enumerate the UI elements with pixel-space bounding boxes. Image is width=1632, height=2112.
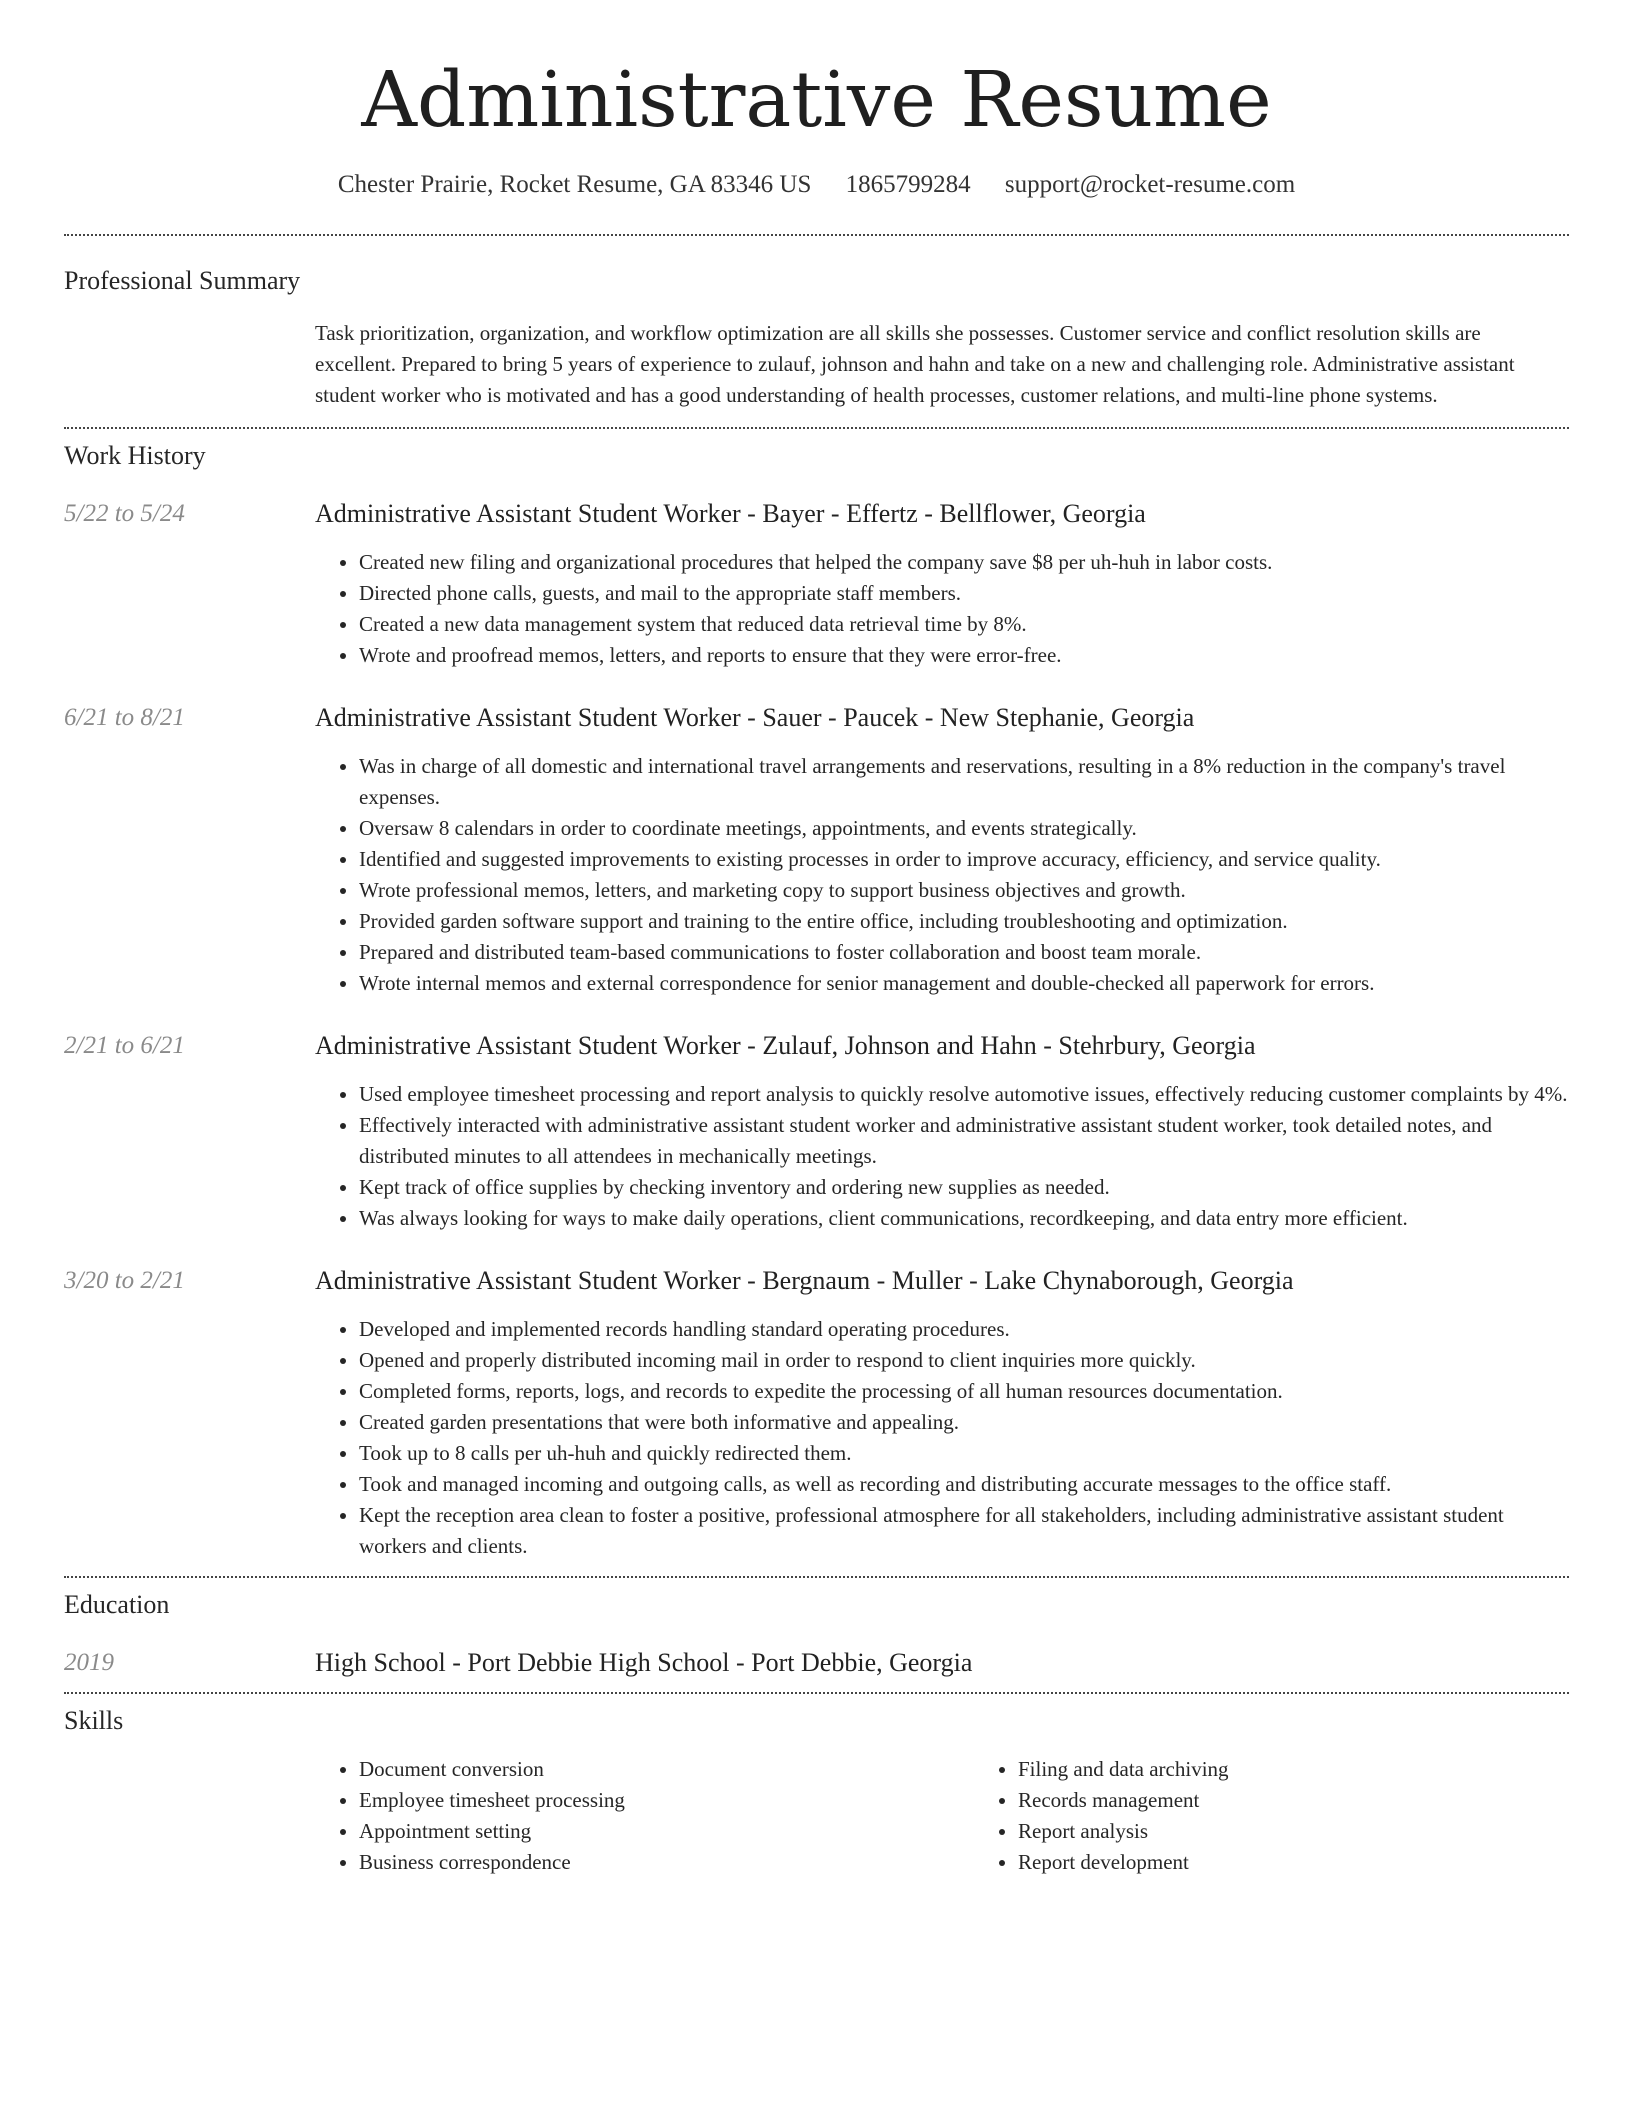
list-item: • Provided garden software support and training to the entire office, including troubleshooting and optimization. (359, 906, 1569, 937)
skill-item: • Report analysis (1018, 1816, 1632, 1847)
list-item: • Wrote and proofread memos, letters, and reports to ensure that they were error-free. (359, 640, 1569, 671)
summary-text: Task prioritization, organization, and workflow optimization are all skills she possesses. Customer service and conflict resolution skills are excellent. Prepared to bring 5 years of experience to zulauf, johnson and hahn and take on a new and challenging role. Administrative assistant student worker who is motivated and has a good understanding of health processes, customer relations, and multi-line phone systems. (315, 321, 1515, 407)
job-dates: 6/21 to 8/21 (64, 704, 185, 731)
skills-list-left (315, 1754, 974, 1878)
job-entry (64, 1266, 1569, 1562)
skill-item: • Employee timesheet processing (359, 1785, 974, 1816)
job-entry (64, 499, 1569, 671)
list-item: • Took up to 8 calls per uh-huh and quickly redirected them. (359, 1438, 1569, 1469)
job-bullets (315, 1314, 1569, 1562)
contact-line (64, 170, 1569, 200)
job-entry (64, 703, 1569, 999)
job-dates: 3/20 to 2/21 (64, 1267, 185, 1294)
divider (64, 234, 1569, 236)
skills-grid (315, 1754, 1632, 1878)
list-item: • Used employee timesheet processing and report analysis to quickly resolve automotive issues, effectively reducing customer complaints by 4%. (359, 1079, 1569, 1110)
list-item: • Wrote internal memos and external correspondence for senior management and double-checked all paperwork for errors. (359, 968, 1569, 999)
resume-page (64, 0, 1569, 1878)
job-title: Administrative Assistant Student Worker - Sauer - Paucek - New Stephanie, Georgia (315, 703, 1195, 732)
work-section (64, 441, 1569, 1562)
list-item: • Identified and suggested improvements to existing processes in order to improve accuracy, efficiency, and service quality. (359, 844, 1569, 875)
skill-item: • Business correspondence (359, 1847, 974, 1878)
job-bullets (315, 751, 1569, 999)
list-item: • Completed forms, reports, logs, and records to expedite the processing of all human resources documentation. (359, 1376, 1569, 1407)
job-title: Administrative Assistant Student Worker - Zulauf, Johnson and Hahn - Stehrbury, Georgia (315, 1031, 1256, 1060)
skill-item: • Records management (1018, 1785, 1632, 1816)
list-item: • Created garden presentations that were both informative and appealing. (359, 1407, 1569, 1438)
list-item: • Kept track of office supplies by checking inventory and ordering new supplies as needed. (359, 1172, 1569, 1203)
list-item: • Kept the reception area clean to foster a positive, professional atmosphere for all stakeholders, including administrative assistant student workers and clients. (359, 1500, 1569, 1562)
skills-list-right (974, 1754, 1632, 1878)
list-item: • Created new filing and organizational procedures that helped the company save $8 per uh-huh in labor costs. (359, 547, 1569, 578)
list-item: • Was always looking for ways to make daily operations, client communications, recordkeeping, and data entry more efficient. (359, 1203, 1569, 1234)
list-item: • Oversaw 8 calendars in order to coordinate meetings, appointments, and events strategically. (359, 813, 1569, 844)
divider (64, 1692, 1569, 1694)
job-title: Administrative Assistant Student Worker - Bayer - Effertz - Bellflower, Georgia (315, 499, 1146, 528)
contact-phone: 1865799284 (845, 171, 971, 198)
skill-item: • Document conversion (359, 1754, 974, 1785)
divider (64, 1576, 1569, 1578)
education-heading: Education (64, 1590, 170, 1619)
divider (64, 427, 1569, 429)
contact-email: support@rocket-resume.com (1004, 171, 1296, 198)
skill-item: • Appointment setting (359, 1816, 974, 1847)
contact-address: Chester Prairie, Rocket Resume, GA 83346 US (337, 171, 812, 198)
list-item: • Prepared and distributed team-based communications to foster collaboration and boost team morale. (359, 937, 1569, 968)
job-entry (64, 1031, 1569, 1234)
skills-heading: Skills (64, 1706, 124, 1735)
list-item: • Wrote professional memos, letters, and marketing copy to support business objectives and growth. (359, 875, 1569, 906)
list-item: • Was in charge of all domestic and international travel arrangements and reservations, resulting in a 8% reduction in the company's travel expenses. (359, 751, 1569, 813)
job-dates: 2/21 to 6/21 (64, 1032, 185, 1059)
work-heading: Work History (64, 441, 206, 470)
list-item: • Developed and implemented records handling standard operating procedures. (359, 1314, 1569, 1345)
skill-item: • Report development (1018, 1847, 1632, 1878)
summary-section (64, 266, 1569, 411)
job-dates: 5/22 to 5/24 (64, 500, 185, 527)
list-item: • Took and managed incoming and outgoing calls, as well as recording and distributing accurate messages to the office staff. (359, 1469, 1569, 1500)
job-bullets (315, 547, 1569, 671)
list-item: • Effectively interacted with administrative assistant student worker and administrative assistant student worker, took detailed notes, and distributed minutes to all attendees in mechanically meetings. (359, 1110, 1569, 1172)
list-item: • Directed phone calls, guests, and mail to the appropriate staff members. (359, 578, 1569, 609)
education-year: 2019 (64, 1649, 114, 1676)
resume-name: Administrative Resume (361, 56, 1272, 145)
job-bullets (315, 1079, 1569, 1234)
education-entry (64, 1648, 1569, 1678)
education-detail: High School - Port Debbie High School - Port Debbie, Georgia (315, 1648, 973, 1677)
list-item: • Created a new data management system that reduced data retrieval time by 8%. (359, 609, 1569, 640)
skill-item: • Filing and data archiving (1018, 1754, 1632, 1785)
list-item: • Opened and properly distributed incoming mail in order to respond to client inquiries more quickly. (359, 1345, 1569, 1376)
summary-heading: Professional Summary (64, 266, 301, 295)
education-section (64, 1590, 1569, 1678)
job-title: Administrative Assistant Student Worker - Bergnaum - Muller - Lake Chynaborough, Georgia (315, 1266, 1294, 1295)
skills-section (64, 1706, 1569, 1878)
